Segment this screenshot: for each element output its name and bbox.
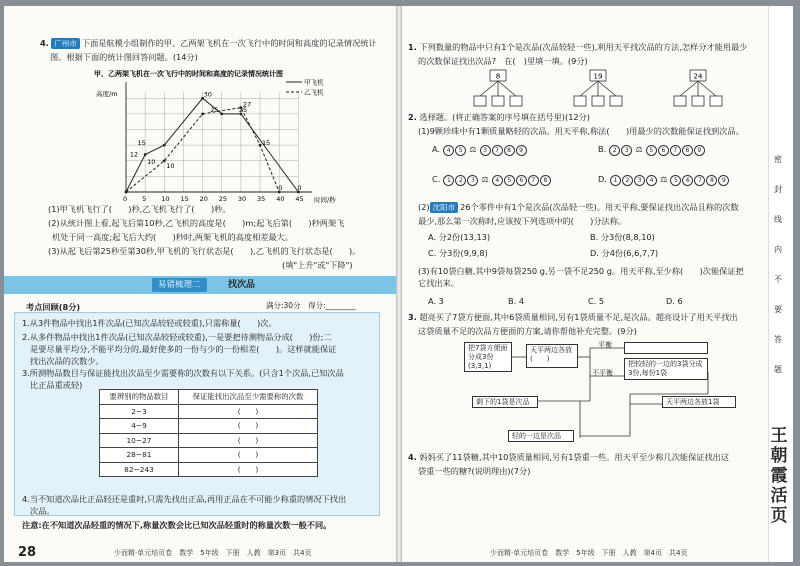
q2-s2c-opt: C. 分3份(9,9,8) — [428, 248, 488, 258]
side-char: 内 — [774, 245, 782, 254]
city-tag: 沈阳市 — [430, 202, 459, 213]
q2-s2: (2) 沈阳市 26个零件中有1个是次品(次品轻一些)。用天平称,要保证找出次品且称的次数 — [418, 202, 739, 212]
side-char: 密 — [774, 155, 782, 164]
q2-s1: (1)9颗珍珠中有1颗质量略轻的次品。用天平称,称法( )用最少的次数能保证找到次品。 — [418, 126, 744, 136]
left-page — [4, 6, 396, 562]
q3-line2: 这袋质量不足的次品方便面的方案,请你帮他补充完整。(9分) — [418, 326, 637, 336]
flow-box-lighter: 轻的一边是次品 — [508, 430, 574, 442]
q4-sub2: (2)从统计图上看,起飞后第10秒,乙飞机的高度是( )m;起飞后第( )秒两架飞 — [48, 218, 345, 228]
review-p2: 2.从多件物品中找出1件次品(已知次品较轻或较重),一是要把待测物品分成( )份;二 — [22, 332, 332, 342]
x-tick-label: 20 — [199, 195, 208, 203]
q2-s2d-opt: D. 分4份(6,6,7,7) — [590, 248, 659, 258]
table-row: 2~3 ( ) — [100, 404, 318, 419]
x-tick-label: 45 — [295, 195, 304, 203]
review-note: 注意:在不知道次品轻重的情况下,称量次数会比已知次品轻重时的称量次数一般不同。 — [22, 520, 332, 530]
flow-box-split: 把7袋方便面分成3份(3,3,1) — [464, 342, 512, 372]
data-label: 10 — [166, 161, 175, 170]
side-char: 封 — [774, 185, 782, 194]
table-header: 要辨别的物品数目 — [100, 390, 179, 405]
q2-s3-opt-c: C. 5 — [588, 296, 605, 306]
q4-sub1: (1)甲飞机飞行了( )秒,乙飞机飞行了( )秒。 — [48, 204, 231, 214]
flow-box-split-light: 把较轻的一边的3袋分成3份,每份1袋 — [624, 358, 708, 380]
x-tick-label: 30 — [237, 195, 247, 203]
x-tick-label: 15 — [180, 195, 189, 203]
q2-s2b-opt: B. 分3份(8,8,10) — [590, 232, 655, 242]
flowchart-lines — [402, 6, 792, 562]
x-tick-label: 35 — [257, 195, 266, 203]
side-char: 线 — [774, 215, 782, 224]
section-badge: 易错梳理二 — [152, 278, 207, 292]
x-tick-label: 10 — [161, 195, 170, 203]
x-axis-label: 时间/秒 — [314, 196, 336, 204]
review-p2c: 找出次品的次数少。 — [30, 356, 104, 366]
side-char: 答 — [774, 335, 782, 344]
q2-s2a-opt: A. 分2份(13,13) — [428, 232, 491, 242]
x-tick-label: 5 — [142, 195, 147, 203]
q4-line1: 4. 广州市 下面是航模小组制作的甲、乙两架飞机在一次飞行中的时间和高度的记录情况统计 — [40, 38, 377, 48]
q4-line2: 袋重一些的糖?(说明理由)(7分) — [418, 466, 531, 476]
legend-entry: 乙飞机 — [304, 88, 324, 97]
review-p4b: 次品。 — [30, 506, 55, 516]
option-d: D. 1 2 3 4 ⚖ 5 6 7 8 9 — [598, 174, 730, 186]
flow-box-weigh[interactable]: 天平两边各放( ) — [526, 344, 578, 368]
q4-line2: 图。根据下面的统计图回答问题。(14分) — [50, 52, 198, 62]
q2-line: 2. 选择题。(将正确答案的序号填在括号里)(12分) — [408, 112, 590, 122]
x-tick-label: 0 — [123, 195, 128, 203]
line-chart — [90, 68, 336, 210]
q2-s3-opt-b: B. 4 — [508, 296, 525, 306]
data-label: 0 — [297, 184, 302, 192]
flow-box-weigh-one: 天平两边各放1袋 — [662, 396, 736, 408]
table-row: 82~243 ( ) — [100, 462, 318, 477]
flow-box-blank[interactable] — [624, 342, 708, 354]
side-char: 不 — [774, 275, 782, 284]
y-axis-label: 高度/m — [96, 90, 118, 98]
q2-s3b: 它找出来。 — [418, 278, 459, 288]
tree-value: 19 — [593, 72, 603, 81]
data-point — [144, 153, 147, 156]
table-row: 4~9 ( ) — [100, 419, 318, 434]
review-p3b: 比正品重或轻) — [30, 380, 83, 390]
q4-line1: 4. 妈妈买了11袋糖,其中10袋质量相同,另有1袋重一些。用天平至少称几次能保证找出这 — [408, 452, 730, 462]
review-p2b: 是要尽量平均分,不能平均分的,最好使多的一份与少的一份相差( )。这样就能保证 — [30, 344, 337, 354]
data-point — [125, 191, 128, 194]
section-title: 找次品 — [228, 280, 256, 290]
review-p3: 3.所测物品数目与保证能找出次品至少需要称的次数有以下关系。(只含1个次品,已知次品 — [22, 368, 344, 378]
data-label: 0 — [278, 184, 283, 192]
city-tag: 广州市 — [51, 38, 80, 49]
table-header: 保证能找出次品至少需要称的次数 — [179, 390, 318, 405]
data-label: 15 — [262, 139, 271, 148]
side-char: 要 — [774, 305, 782, 314]
brand-seal: 王朝霞活页 — [770, 426, 788, 526]
flow-label-balance: 平衡 — [598, 341, 612, 349]
right-page — [402, 6, 792, 562]
data-label: 30 — [203, 90, 212, 99]
data-point — [220, 112, 223, 115]
review-p4: 4.当不知道次品比正品轻还是重时,只需先找出正品,再用正品在不可能少称重的情况下找出 — [22, 494, 347, 504]
tree-value: 8 — [495, 72, 501, 81]
flow-box-remaining: 剩下的1袋是次品 — [472, 396, 538, 408]
q4-sub2b: 机处于同一高度;起飞后大约( )秒时,两架飞机的高度相差最大。 — [52, 232, 294, 242]
option-a: A. 4 5 ⚖ 3 7 8 9 — [432, 144, 527, 156]
chart-title: 甲、乙两架飞机在一次飞行中的时间和高度的记录情况统计图 — [94, 70, 283, 78]
data-label: 10 — [147, 157, 156, 166]
data-point — [259, 144, 262, 147]
q2-s3: (3)有10袋白糖,其中9袋每袋250 g,另一袋不足250 g。用天平称,至少称( )次能保证把 — [418, 266, 744, 276]
data-point — [201, 112, 204, 115]
side-char: 题 — [774, 365, 782, 374]
data-label: 15 — [137, 139, 146, 148]
table-row: 28~81 ( ) — [100, 448, 318, 463]
review-table — [99, 389, 318, 477]
q3-line1: 3. 超亮买了7袋方便面,其中6袋质量相同,另有1袋质量不足,是次品。超亮设计了用天平找出 — [408, 312, 738, 322]
q2-s3-opt-a: A. 3 — [428, 296, 444, 306]
q4-sub3: (3)从起飞后第25秒至第30秒,甲飞机的飞行状态是( ),乙飞机的飞行状态是( )。 — [48, 246, 361, 256]
q1-line2: 的次数保证找出次品? 在( )里填一填。(9分) — [418, 56, 588, 66]
flow-label-unbalance: 不平衡 — [592, 369, 613, 377]
page-number: 28 — [18, 545, 37, 560]
data-label: 25 — [238, 105, 248, 114]
data-label: 12 — [129, 150, 139, 159]
right-footer: 少而精·单元培页卷 数学 5年级 下册 人教 第4页 共4页 — [490, 549, 688, 557]
data-point — [163, 159, 166, 162]
tree-value: 24 — [693, 72, 703, 81]
x-tick-label: 25 — [218, 195, 228, 203]
score-line: 满分:30分 得分:________ — [266, 301, 356, 310]
data-point — [163, 144, 166, 147]
left-footer: 少而精·单元培页卷 数学 5年级 下册 人教 第3页 共4页 — [114, 549, 312, 557]
table-row: 10~27 ( ) — [100, 433, 318, 448]
option-b: B. 2 3 ⚖ 5 6 7 8 9 — [598, 144, 705, 156]
review-title: 考点回顾(8分) — [26, 302, 81, 312]
legend-entry: 甲飞机 — [304, 78, 324, 87]
option-c: C. 1 2 3 ⚖ 4 5 6 7 8 — [432, 174, 551, 186]
q2-s3-opt-d: D. 6 — [666, 296, 683, 306]
q1-line1: 1. 下列数量的物品中只有1个是次品(次品较轻一些),利用天平找次品的方法,怎样分才能用最少 — [408, 42, 748, 52]
review-p1: 1.从3件物品中找出1件次品(已知次品较轻或较重),只需称量( )次。 — [22, 318, 277, 328]
data-label: 27 — [242, 100, 252, 109]
data-label: 25 — [210, 105, 219, 114]
q2-s2b: 最少,那么第一次称时,应该按下列选项中的( )分法称。 — [418, 216, 627, 226]
x-tick-label: 40 — [276, 195, 285, 203]
q4-sub3b: (填"上升"或"下降") — [282, 260, 353, 270]
